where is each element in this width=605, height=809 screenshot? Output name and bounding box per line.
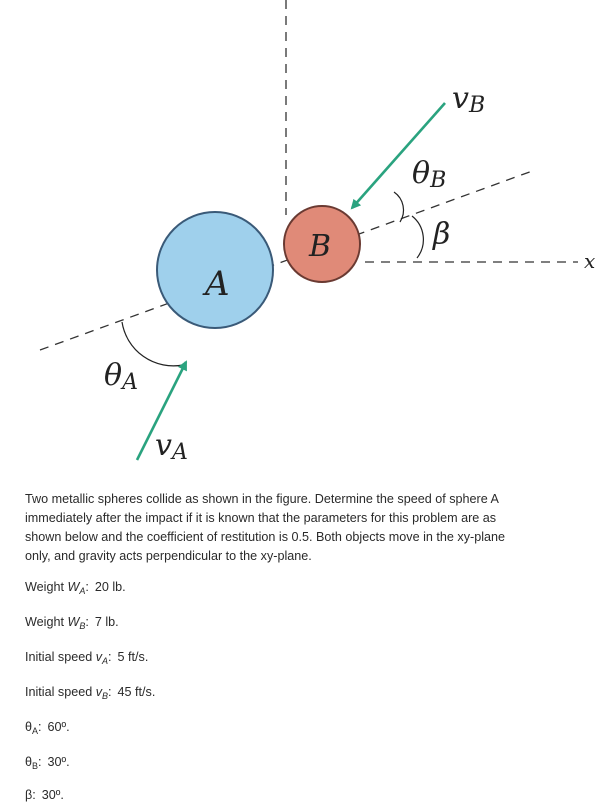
param-theta-a bbox=[25, 720, 70, 736]
param-symbol: v bbox=[95, 685, 103, 699]
param-subscript: A bbox=[32, 726, 39, 736]
param-speed-b bbox=[25, 685, 155, 701]
param-speed-a bbox=[25, 650, 148, 666]
velocity-a-label: vA bbox=[155, 428, 188, 465]
param-weight-b bbox=[25, 615, 119, 631]
param-weight-a bbox=[25, 580, 126, 596]
param-subscript: B bbox=[102, 691, 109, 701]
param-label: Weight bbox=[25, 615, 68, 629]
param-colon: : bbox=[38, 720, 42, 734]
param-symbol: W bbox=[67, 615, 80, 629]
param-symbol: W bbox=[67, 580, 80, 594]
beta-label: β bbox=[433, 217, 451, 252]
param-colon: : bbox=[38, 755, 42, 769]
param-subscript: A bbox=[79, 586, 86, 596]
velocity-b-label: vB bbox=[452, 81, 486, 118]
param-colon: : bbox=[85, 615, 89, 629]
param-symbol: θ bbox=[25, 755, 33, 769]
param-value: 30º. bbox=[41, 788, 64, 802]
problem-statement: Two metallic spheres collide as shown in the figure. Determine the speed of sphere A immediately after the impact if it is known that the parameters for this problem are as shown below and the coefficient of restitution is 0.5. Both objects move in the xy-plane only, and gravity acts perpendicular to the xy-plane. bbox=[25, 492, 506, 563]
param-theta-b bbox=[25, 755, 70, 771]
x-axis-label: x bbox=[584, 249, 596, 273]
param-value: 45 ft/s. bbox=[117, 685, 156, 699]
theta-a-arc bbox=[122, 322, 183, 366]
param-value: 30º. bbox=[47, 755, 70, 769]
param-subscript: B bbox=[32, 761, 39, 771]
param-colon: : bbox=[108, 685, 112, 699]
param-value: 7 lb. bbox=[94, 615, 119, 629]
theta-a-label: θA bbox=[104, 358, 138, 395]
param-colon: : bbox=[108, 650, 112, 664]
param-value: 5 ft/s. bbox=[117, 650, 149, 664]
param-colon: : bbox=[32, 788, 36, 802]
param-symbol: β bbox=[25, 788, 33, 802]
param-beta bbox=[25, 788, 64, 802]
param-colon: : bbox=[85, 580, 89, 594]
param-subscript: B bbox=[79, 621, 86, 631]
param-label: Initial speed bbox=[25, 650, 96, 664]
sphere-a-label: A bbox=[205, 264, 230, 304]
param-value: 60º. bbox=[47, 720, 70, 734]
param-symbol: v bbox=[95, 650, 103, 664]
theta-b-arc bbox=[394, 192, 403, 222]
theta-b-label: θB bbox=[412, 156, 447, 193]
param-subscript: A bbox=[102, 656, 109, 666]
param-value: 20 lb. bbox=[94, 580, 126, 594]
param-label: Weight bbox=[25, 580, 68, 594]
param-label: Initial speed bbox=[25, 685, 96, 699]
sphere-b-label: B bbox=[309, 229, 332, 264]
beta-arc bbox=[412, 216, 423, 258]
param-symbol: θ bbox=[25, 720, 33, 734]
